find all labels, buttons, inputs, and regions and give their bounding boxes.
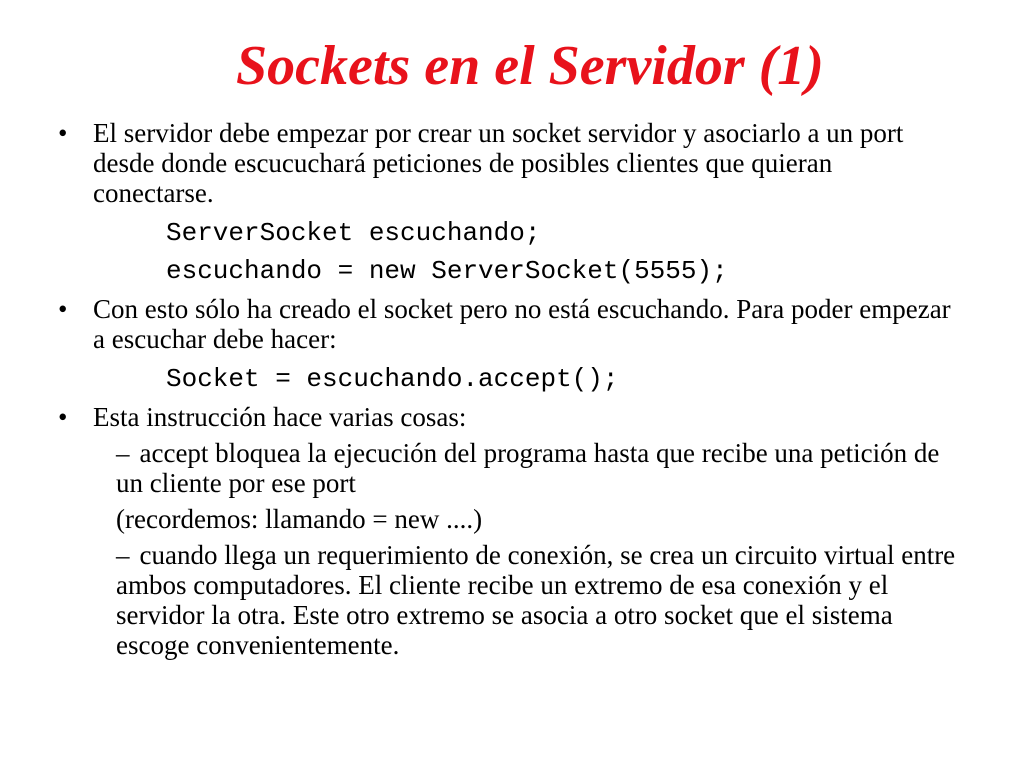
bullet-text: Esta instrucción hace varias cosas: [93, 402, 467, 432]
bullet-icon: • [58, 294, 68, 324]
dash-icon: – [116, 540, 130, 570]
sub-item-2 [58, 540, 958, 660]
code-block-2 [58, 360, 958, 398]
code-line: Socket = escuchando.accept(); [166, 364, 619, 394]
sub-item-1 [58, 438, 958, 498]
bullet-item-1 [58, 118, 958, 208]
bullet-text: El servidor debe empezar por crear un socket servidor y asociarlo a un port desde donde escucuchará peticiones de posibles clientes que quieran conectarse. [93, 118, 904, 208]
sub-text: accept bloquea la ejecución del programa hasta que recibe una petición de un cliente por ese port [116, 438, 940, 498]
bullet-item-2 [58, 294, 958, 354]
slide-content [58, 118, 958, 666]
code-line: escuchando = new ServerSocket(5555); [166, 256, 728, 286]
bullet-icon: • [58, 402, 68, 432]
dash-icon: – [116, 438, 130, 468]
code-block-1 [58, 214, 958, 290]
bullet-icon: • [58, 118, 68, 148]
code-line: ServerSocket escuchando; [166, 218, 541, 248]
bullet-item-3 [58, 402, 958, 432]
bullet-text: Con esto sólo ha creado el socket pero no está escuchando. Para poder empezar a escuchar debe hacer: [93, 294, 951, 354]
sub-text: cuando llega un requerimiento de conexión, se crea un circuito virtual entre ambos computadores. El cliente recibe un extremo de esa conexión y el servidor la otra. Este otro extremo se asocia a otro socket que el sistema escoge convenientemente. [116, 540, 956, 660]
sub-note: (recordemos: llamando = new ....) [116, 504, 483, 534]
slide-title: Sockets en el Servidor (1) [236, 35, 824, 97]
